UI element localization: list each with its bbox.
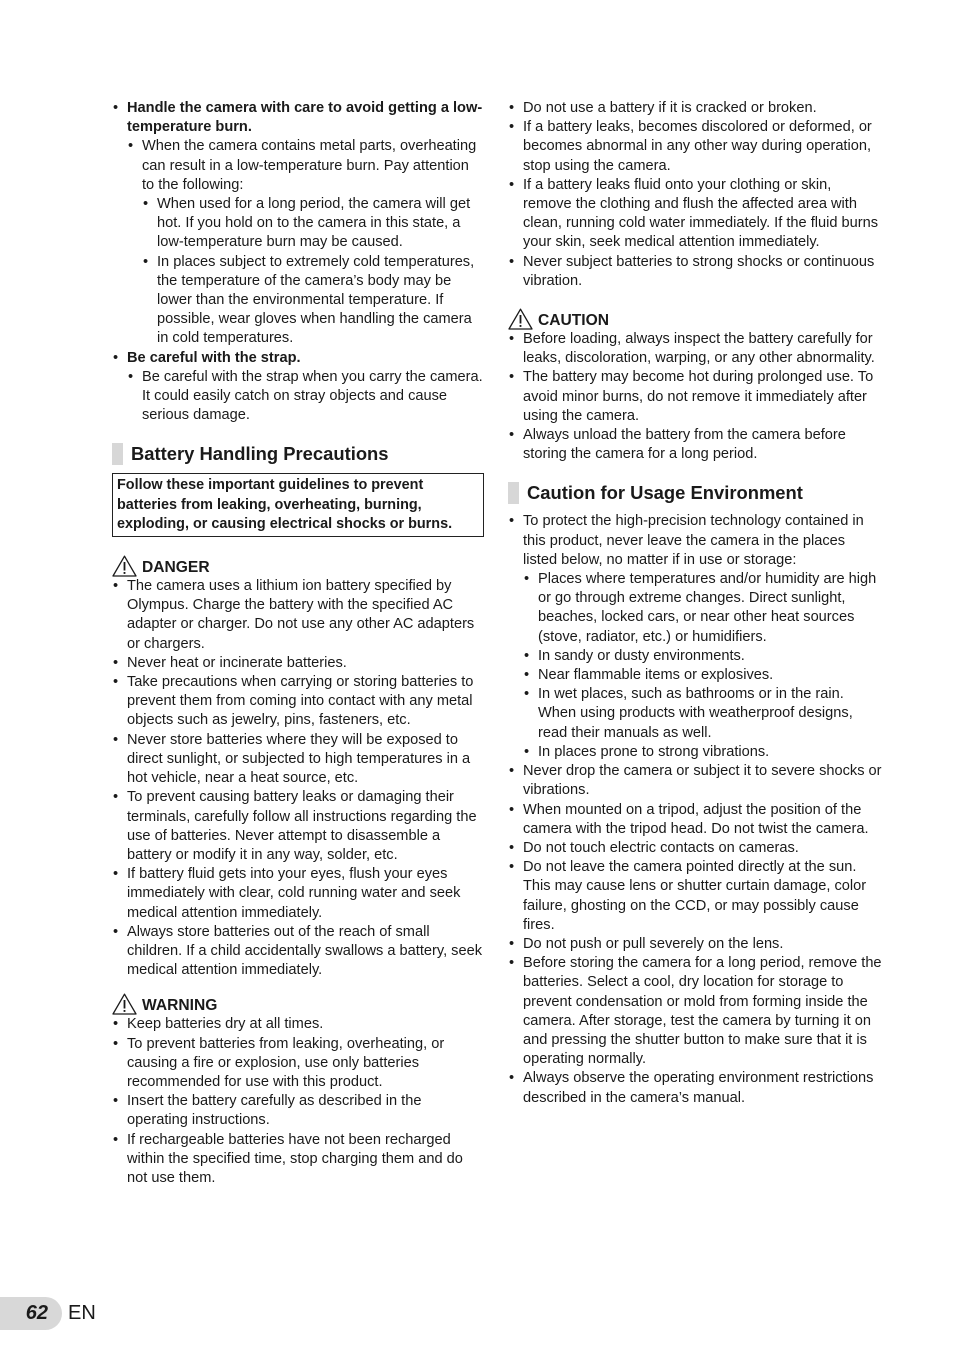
list-item: • Do not touch electric contacts on cameras. bbox=[508, 839, 882, 858]
list-item: • Never subject batteries to strong shocks or continuous vibration. bbox=[508, 253, 882, 291]
warning-continued-list bbox=[508, 99, 882, 291]
page-number: 62 bbox=[0, 1297, 62, 1330]
list-item: • In places prone to strong vibrations. bbox=[523, 743, 882, 762]
notice-box: Follow these important guidelines to prevent batteries from leaking, overheating, burning, exploding, or causing electrical shocks or burns. bbox=[112, 473, 484, 537]
page-footer bbox=[0, 1297, 96, 1330]
item-text: When the camera contains metal parts, overheating can result in a low-temperature burn. Pay attention to the following: bbox=[142, 138, 477, 193]
warning-label: WARNING bbox=[142, 997, 218, 1015]
heading-text: Battery Handling Precautions bbox=[131, 443, 389, 465]
list-item: • If a battery leaks fluid onto your clothing or skin, remove the clothing and flush the affected area with clean, running cold water immediately. If the fluid burns your skin, seek medical attention immediately. bbox=[508, 176, 882, 253]
list-item: • Never store batteries where they will be exposed to direct sunlight, or subjected to high temperatures in a hot vehicle, near a heat source, etc. bbox=[112, 731, 484, 789]
heading-bar bbox=[508, 482, 519, 504]
list-item bbox=[112, 99, 484, 349]
item-text: To protect the high-precision technology contained in this product, never leave the camera in the places listed below, no matter if in use or storage: bbox=[523, 513, 864, 568]
list-item: • Never drop the camera or subject it to severe shocks or vibrations. bbox=[508, 762, 882, 800]
list-item: • Before storing the camera for a long period, remove the batteries. Select a cool, dry location for storage to prevent condensation or mold from forming inside the camera. After storage, test the camera by turning it on and pressing the shutter button to make sure that it is operating normally. bbox=[508, 954, 882, 1069]
list-item: • Do not push or pull severely on the lens. bbox=[508, 935, 882, 954]
heading-bar bbox=[112, 443, 123, 465]
list-item: • Before loading, always inspect the battery carefully for leaks, discoloration, warping, or any other abnormality. bbox=[508, 330, 882, 368]
left-column bbox=[112, 99, 484, 1188]
environment-section-heading bbox=[508, 482, 882, 504]
caution-list bbox=[508, 330, 882, 464]
item-title: Handle the camera with care to avoid getting a low-temperature burn. bbox=[127, 100, 483, 136]
warning-triangle-icon bbox=[112, 555, 137, 577]
battery-section-heading bbox=[112, 443, 484, 465]
list-item: • Always store batteries out of the reach of small children. If a child accidentally swallows a battery, seek medical attention immediately. bbox=[112, 923, 484, 981]
list-item bbox=[508, 512, 882, 762]
caution-label: CAUTION bbox=[538, 312, 610, 330]
list-item: • The camera uses a lithium ion battery specified by Olympus. Charge the battery with the specified AC adapter or charger. Do not use any other AC adapters or chargers. bbox=[112, 577, 484, 654]
list-item: • Do not use a battery if it is cracked or broken. bbox=[508, 99, 882, 118]
list-item: • If rechargeable batteries have not been recharged within the specified time, stop charging them and do not use them. bbox=[112, 1131, 484, 1189]
warning-heading bbox=[112, 993, 484, 1015]
list-item: • When used for a long period, the camera will get hot. If you hold on to the camera in this state, a low-temperature burn may be caused. bbox=[142, 195, 484, 253]
warning-list bbox=[112, 1015, 484, 1188]
list-item: • Do not leave the camera pointed directly at the sun. This may cause lens or shutter curtain damage, color failure, ghosting on the CCD, or may possibly cause fires. bbox=[508, 858, 882, 935]
list-item: • Always unload the battery from the camera before storing the camera for a long period. bbox=[508, 426, 882, 464]
list-item: • Never heat or incinerate batteries. bbox=[112, 654, 484, 673]
list-item: • The battery may become hot during prolonged use. To avoid minor burns, do not remove it immediately after using the camera. bbox=[508, 368, 882, 426]
language-label: EN bbox=[68, 1302, 96, 1324]
list-item bbox=[127, 137, 484, 348]
list-item: • Always observe the operating environment restrictions described in the camera’s manual. bbox=[508, 1069, 882, 1107]
list-item: • If a battery leaks, becomes discolored or deformed, or becomes abnormal in any other way during operation, stop using the camera. bbox=[508, 118, 882, 176]
list-item: • Take precautions when carrying or storing batteries to prevent them from coming into contact with any metal objects such as jewelry, pins, fasteners, etc. bbox=[112, 673, 484, 731]
item-title: Be careful with the strap. bbox=[127, 349, 301, 366]
list-item: • In sandy or dusty environments. bbox=[523, 647, 882, 666]
heading-text: Caution for Usage Environment bbox=[527, 482, 803, 504]
warning-triangle-icon bbox=[508, 308, 533, 330]
danger-label: DANGER bbox=[142, 559, 210, 577]
list-item: • To prevent causing battery leaks or damaging their terminals, carefully follow all instructions regarding the use of batteries. Never attempt to disassemble a battery or modify it in any way, solder, etc. bbox=[112, 788, 484, 865]
list-item: • If battery fluid gets into your eyes, flush your eyes immediately with clear, cold running water and seek medical attention immediately. bbox=[112, 865, 484, 923]
list-item: • Insert the battery carefully as described in the operating instructions. bbox=[112, 1092, 484, 1130]
caution-heading bbox=[508, 308, 882, 330]
list-item bbox=[112, 349, 484, 426]
list-item: • When mounted on a tripod, adjust the position of the camera with the tripod head. Do not twist the camera. bbox=[508, 801, 882, 839]
intro-list bbox=[112, 99, 484, 425]
environment-list bbox=[508, 512, 882, 1107]
list-item: • In places subject to extremely cold temperatures, the temperature of the camera’s body may be lower than the environmental temperature. If possible, wear gloves when handling the camera in cold temperatures. bbox=[142, 253, 484, 349]
list-item: • In wet places, such as bathrooms or in the rain. When using products with weatherproof designs, read their manuals as well. bbox=[523, 685, 882, 743]
list-item: • Be careful with the strap when you carry the camera. It could easily catch on stray objects and cause serious damage. bbox=[127, 368, 484, 426]
warning-triangle-icon bbox=[112, 993, 137, 1015]
right-column bbox=[508, 99, 882, 1108]
danger-heading bbox=[112, 555, 484, 577]
danger-list bbox=[112, 577, 484, 980]
list-item: • Keep batteries dry at all times. bbox=[112, 1015, 484, 1034]
list-item: • To prevent batteries from leaking, overheating, or causing a fire or explosion, use only batteries recommended for use with this product. bbox=[112, 1035, 484, 1093]
list-item: • Places where temperatures and/or humidity are high or go through extreme changes. Direct sunlight, beaches, locked cars, or near other heat sources (stove, radiator, etc.) or humidifiers. bbox=[523, 570, 882, 647]
list-item: • Near flammable items or explosives. bbox=[523, 666, 882, 685]
